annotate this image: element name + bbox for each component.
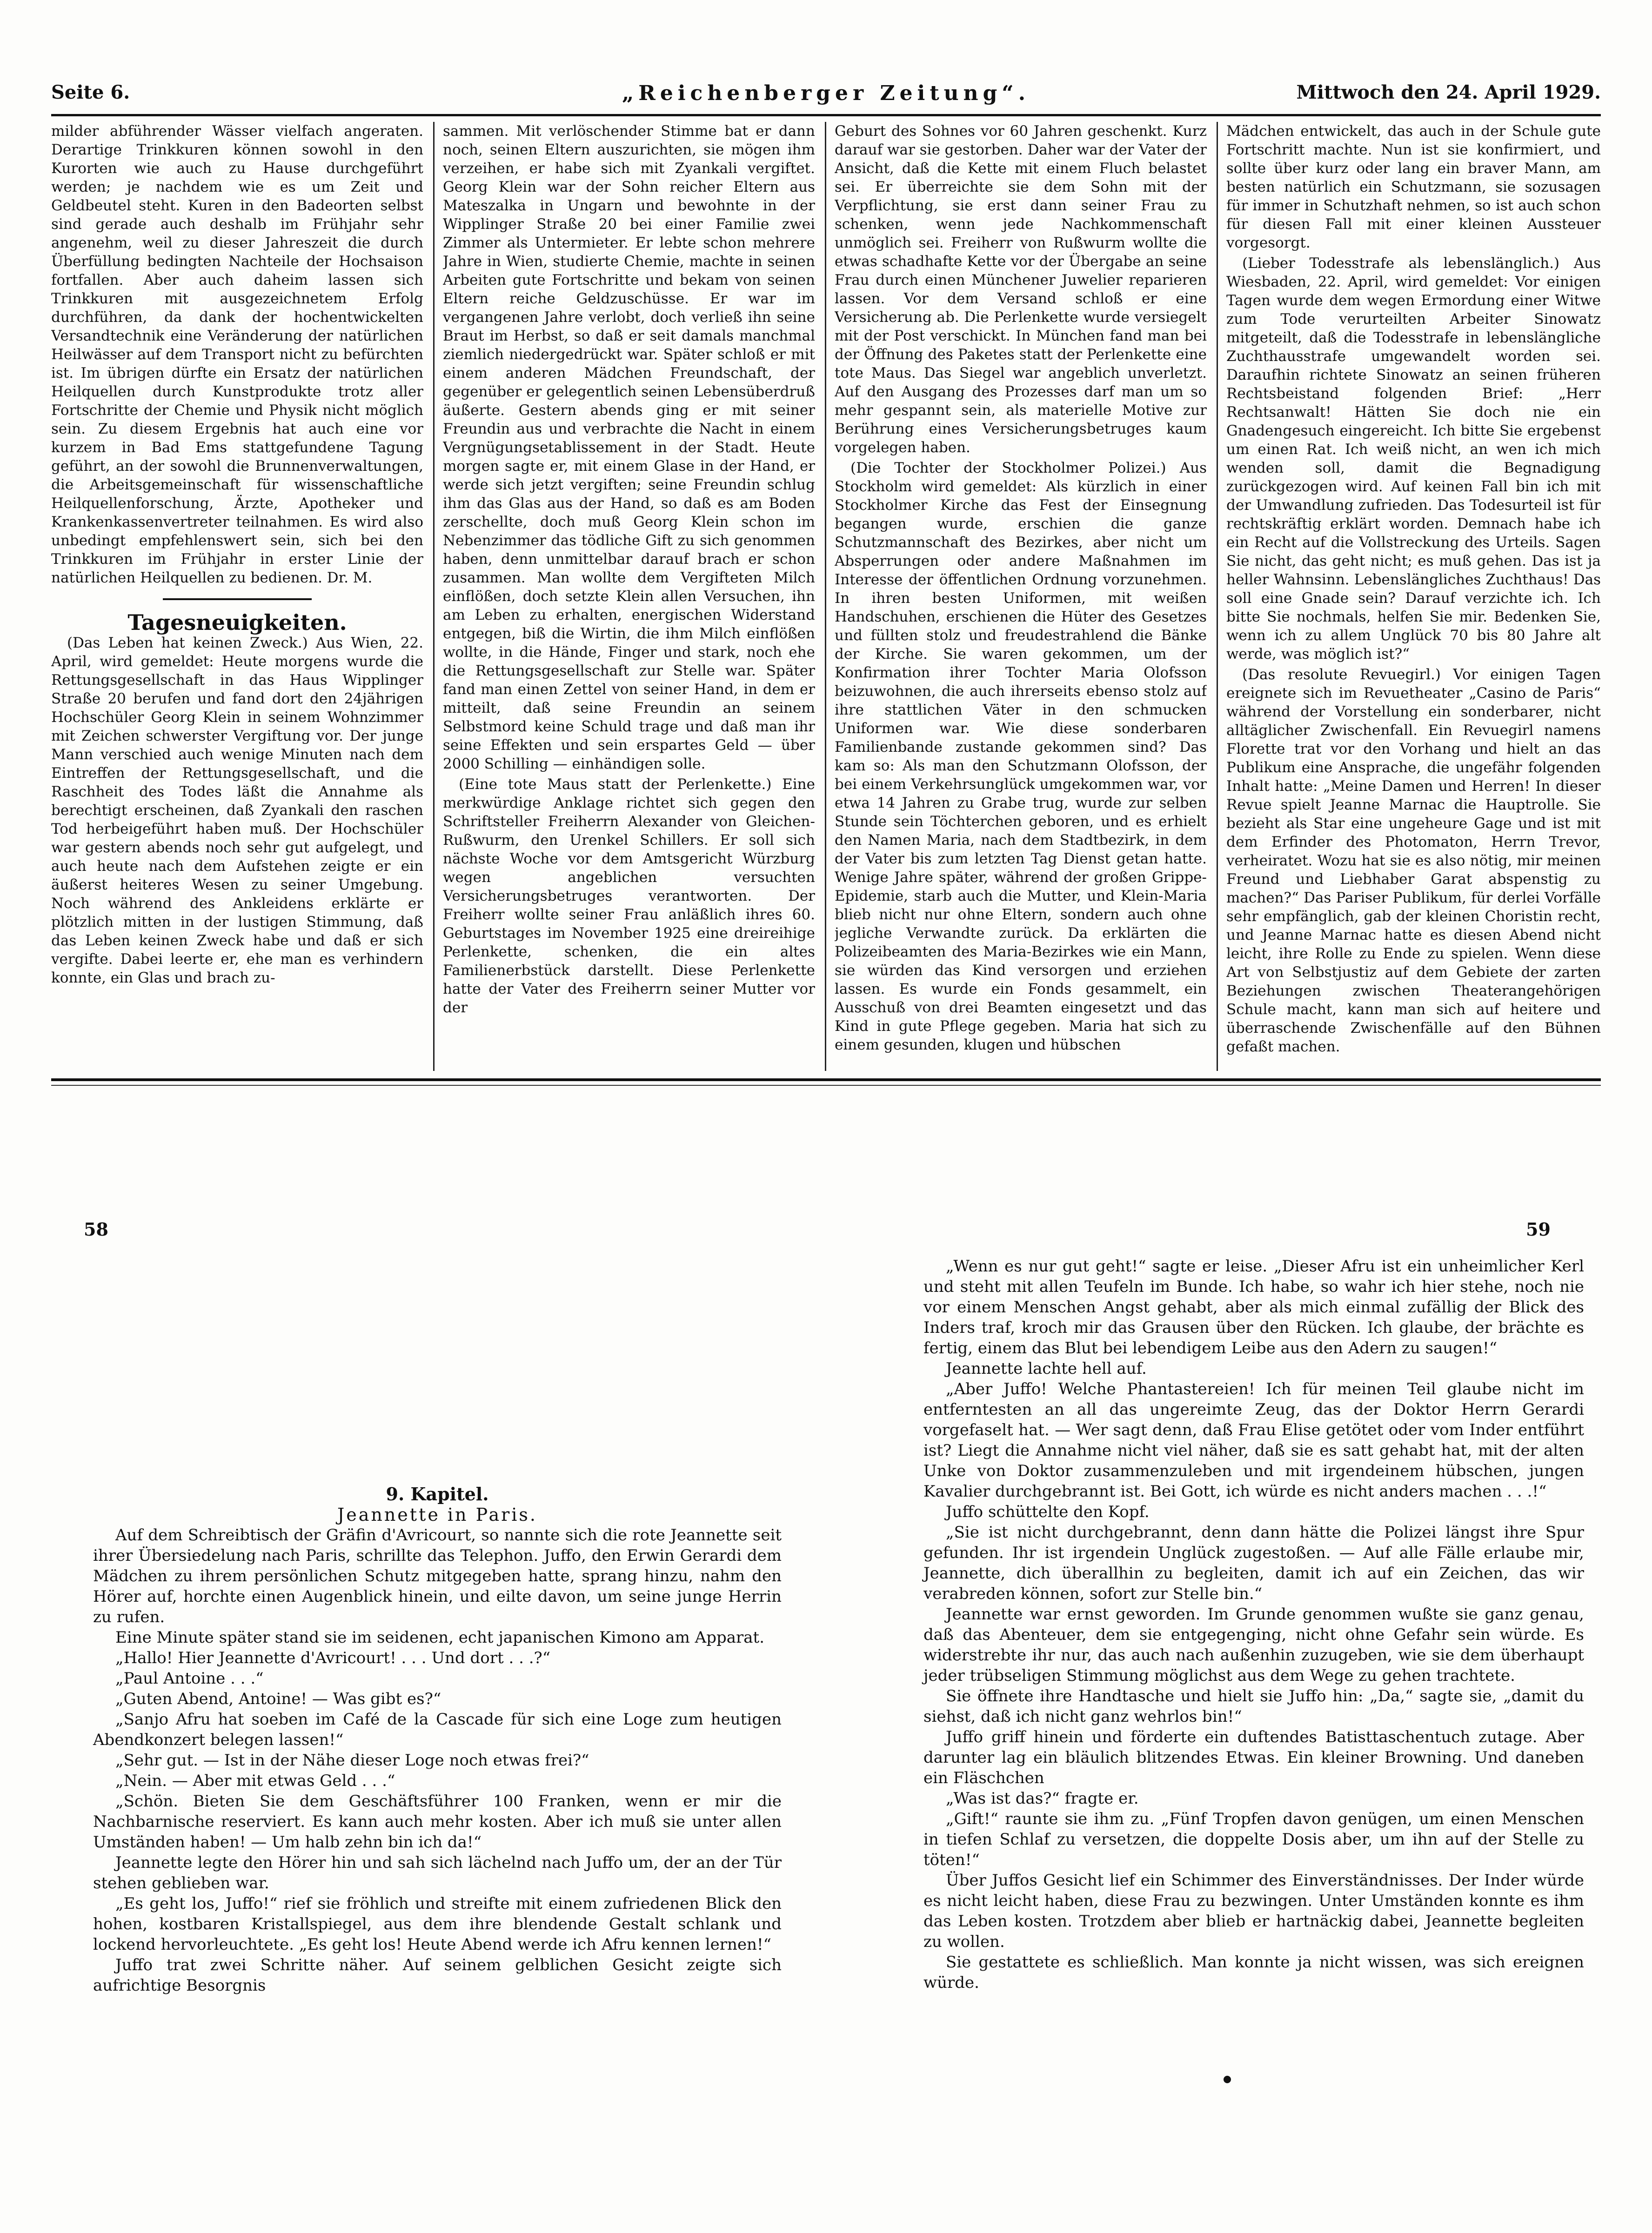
book-paragraph: Juffo trat zwei Schritte näher. Auf seinem gelblichen Gesicht zeigte sich aufrichtige Besorgnis [93,1956,782,1995]
book-paragraph: „Gift!“ raunte sie ihm zu. „Fünf Tropfen davon genügen, um einen Menschen in tiefen Schlaf zu versetzen, die doppelte Dosis aber, um ihn auf der Stelle zu töten!“ [923,1810,1584,1869]
page-label: Seite 6. [51,81,130,103]
bottom-rule [51,1078,1601,1081]
book-paragraph: „Nein. — Aber mit etwas Geld . . .“ [115,1772,395,1790]
book-page-number-left: 58 [84,1219,108,1240]
book-paragraph: „Aber Juffo! Welche Phantastereien! Ich für meinen Teil glaube nicht im entferntesten an all das ungereimte Zeug, das der Doktor Herrn Gerardi vorgefaselt hat. — Wer sagt denn, daß Frau Elise getötet oder vom Inder entführt ist? Liegt die Annahme nicht viel näher, daß sie es satt gehabt hat, mit der alten Unke von Doktor zusammenzuleben und mit irgendeinem hübschen, jungen Kavalier durchgebrannt ist. Bei Gott, ich würde es nicht anders machen . . .!“ [923,1380,1584,1501]
book-paragraph: Sie öffnete ihre Handtasche und hielt sie Juffo hin: „Da,“ sagte sie, „damit du siehst, daß ich nicht ganz wehrlos bin!“ [923,1687,1584,1726]
newspaper-title: „Reichenberger Zeitung“. [622,81,1030,105]
column-divider [433,122,435,1071]
book-paragraph: „Hallo! Hier Jeannette d'Avricourt! . . . Und dort . . .?“ [115,1649,551,1667]
chapter-number: 9. Kapitel. [386,1484,489,1504]
section-separator [163,598,312,600]
column-3 [835,122,1207,1071]
book-paragraph: „Was ist das?“ fragte er. [946,1789,1139,1808]
book-paragraph: Juffo schüttelte den Kopf. [946,1503,1150,1521]
book-paragraph: „Paul Antoine . . .“ [115,1669,264,1688]
book-paragraph: Jeannette lachte hell auf. [946,1359,1147,1378]
col1-paragraph: milder abführender Wässer vielfach angeraten. Derartige Trinkkuren können sowohl in den Kurorten wie auch zu Hause durchgeführt werden; je nachdem wie es um Zeit und Geldbeutel steht. Kuren in den Badeorten selbst sind gerade auch deshalb im Frühjahr sehr angenehm, weil zu dieser Jahreszeit die durch Überfüllung bedingten Nachteile der Hochsaison fortfallen. Aber auch daheim lassen sich Trinkkuren mit ausgezeichnetem Erfolg durchführen, da dank der hochentwickelten Versandtechnik eine Veränderung der natürlichen Heilwässer auf dem Transport nicht zu befürchten ist. Im übrigen dürfte ein Ersatz der natürlichen Heilquellen durch Kunstprodukte trotz aller Fortschritte der Chemie und Physik nicht möglich sein. Zu diesem Ergebnis hat auch eine vor kurzem in Bad Ems stattgefundene Tagung geführt, an der sowohl die Brunnenverwaltungen, die Arbeitsgemeinschaft für wissenschaftliche Heilquellenforschung, Ärzte, Apotheker und Krankenkassenvertreter teilnahmen. Es wird also unbedingt empfehlenswert sein, sich bei den Trinkkuren im Frühjahr in erster Linie der natürlichen Heilquellen zu bedienen. Dr. M. [51,123,423,586]
col2-paragraph: sammen. Mit verlöschender Stimme bat er dann noch, seinen Eltern auszurichten, sie mögen ihm verzeihen, er habe sich mit Zyankali vergiftet. Georg Klein war der Sohn reicher Eltern aus Mateszalka in Ungarn und bewohnte in der Wipplinger Straße 20 bei einer Familie zwei Zimmer als Untermieter. Er lebte schon mehrere Jahre in Wien, studierte Chemie, machte in seinen Arbeiten gute Fortschritte und bekam von seinen Eltern reiche Geldzuschüsse. Er war im vergangenen Jahre verlobt, doch verließ ihn seine Braut im Herbst, so daß er seit damals manchmal ziemlich niedergedrückt war. Später schloß er mit einem anderen Mädchen Freundschaft, der gegenüber er gelegentlich seinen Lebensüberdruß äußerte. Gestern abends ging er mit seiner Freundin aus und verbrachte die Nacht in einem Vergnügungsetablissement in der Stadt. Heute morgen sagte er, mit einem Glase in der Hand, er werde sich jetzt vergiften; seine Freundin schlug ihm das Glas aus der Hand, so daß es am Boden zerschellte, doch muß Georg Klein schon im Nebenzimmer das tödliche Gift zu sich genommen haben, denn unmittelbar darauf brach er schon zusammen. Man wollte dem Vergifteten Milch einflößen, doch setzte Klein allen Versuchen, ihn am Leben zu erhalten, energischen Widerstand entgegen, biß die Wirtin, die ihm Milch einflößen wollte, in die Hände, Finger und stark, noch ehe die Rettungsgesellschaft zur Stelle war. Später fand man einen Zettel von seiner Hand, in dem er mitteilt, daß seine Freundin an seinem Selbstmord keine Schuld trage und daß man ihr seine Effekten und sein erspartes Geld — über 2000 Schilling — einhändigen solle. [443,123,815,772]
end-mark-dot [1224,2076,1231,2083]
book-paragraph: Sie gestattete es schließlich. Man konnte ja nicht wissen, was sich ereignen würde. [923,1953,1584,1992]
col4-article: (Das resolute Revuegirl.) Vor einigen Tagen ereignete sich im Revuetheater „Casino de Paris“ während der Vorstellung ein sonderbarer, nicht alltäglicher Zwischenfall. Ein Revuegirl namens Florette trat vor den Vorhang und hielt an das Publikum eine Ansprache, die ungefähr folgenden Inhalt hatte: „Meine Damen und Herren! In dieser Revue spielt Jeanne Marnac die Hauptrolle. Sie bezieht als Star eine ungeheure Gage und ist mit dem Erfinder des Photomaton, Herrn Trevor, verheiratet. Wozu hat sie es also nötig, mir meinen Freund und Liebhaber Garat abspenstig zu machen?“ Das Pariser Publikum, für derlei Vorfälle sehr empfänglich, gab der kleinen Choristin recht, und Jeanne Marnac hatte es diesen Abend nicht leicht, ihre Rolle zu Ende zu spielen. Wenn diese Art von Selbstjustiz auf dem Gebiete der zarten Beziehungen zwischen Theaterangehörigen Schule macht, kann man sich auf heitere und überraschende Zwischenfälle auf den Bühnen gefaßt machen. [1226,666,1601,1055]
col4-paragraph: Mädchen entwickelt, das auch in der Schule gute Fortschritt machte. Nun ist sie konfirmiert, und sollte über kurz oder lang ein braver Mann, am besten natürlich ein Schutzmann, sie sozusagen für immer in Schutzhaft nehmen, so ist auch schon für diesen Fall mit einer kleinen Aussteuer vorgesorgt. [1226,123,1601,251]
book-paragraph: „Sie ist nicht durchgebrannt, denn dann hätte die Polizei längst ihre Spur gefunden. Ihr ist irgendein Unglück zugestoßen. — Auf alle Fälle erlaube mir, Jeannette, dich überallhin zu begleiten, damit ich auf ein Zeichen, das wir verabreden können, sofort zur Stelle bin.“ [923,1523,1584,1603]
book-paragraph: „Guten Abend, Antoine! — Was gibt es?“ [115,1690,441,1708]
book-paragraph: „Es geht los, Juffo!“ rief sie fröhlich und streifte mit einem zufriedenen Blick den hohen, kostbaren Kristallspiegel, aus dem ihre blendende Gestalt schlank und lockend hervorleuchtete. „Es geht los! Heute Abend werde ich Afru kennen lernen!“ [93,1894,782,1954]
book-page-number-right: 59 [1526,1219,1551,1240]
issue-date: Mittwoch den 24. April 1929. [1296,81,1601,103]
column-divider [825,122,826,1071]
section-heading: Tagesneuigkeiten. [127,610,347,635]
masthead-rule [51,114,1601,116]
col3-article: (Die Tochter der Stockholmer Polizei.) Aus Stockholm wird gemeldet: Als kürzlich in einer Stockholmer Kirche das Fest der Einsegnung begangen wurde, erschien die ganze Schutzmannschaft des Bezirkes, aber nicht um Absperrungen oder andere Maßnahmen im Interesse der öffentlichen Ordnung vorzunehmen. In ihren besten Uniformen, mit weißen Handschuhen, erschienen die Hüter des Gesetzes und füllten stolz und freudestrahlend die Bänke der Kirche. Sie waren gekommen, um der Konfirmation ihrer Tochter Maria Olofsson beizuwohnen, die auch ihrerseits ebenso stolz auf ihre stattlichen Väter in den schmucken Uniformen war. Wie diese sonderbaren Familienbande zustande gekommen sind? Das kam so: Als man den Schutzmann Olofsson, der bei einem Verkehrsunglück umgekommen war, vor etwa 14 Jahren zu Grabe trug, wurde zur selben Stunde sein Töchterchen geboren, und es erhielt den Namen Maria, nach dem Stadtbezirk, in dem der Vater bis zum letzten Tag Dienst getan hatte. Wenige Jahre später, während der großen Grippe-Epidemie, starb auch die Mutter, und Klein-Maria blieb nicht nur ohne Eltern, sondern auch ohne jegliche Verwandte zurück. Da erklärten die Polizeibeamten des Maria-Bezirkes wie ein Mann, sie würden das Kind versorgen und erziehen lassen. Es wurde ein Fonds gesammelt, ein Ausschuß von drei Beamten eingesetzt und das Kind in gute Pflege gegeben. Maria hat sich zu einem gesunden, klugen und hübschen [835,460,1207,1053]
book-paragraph: Über Juffos Gesicht lief ein Schimmer des Einverständnisses. Der Inder würde es nicht leicht haben, diese Frau zu bezwingen. Unter Umständen konnte es ihm das Leben kosten. Trotzdem aber blieb er hartnäckig dabei, Jeannette begleiten zu wollen. [923,1871,1584,1951]
book-page-left [93,1484,782,1996]
book-paragraph: Jeannette legte den Hörer hin und sah sich lächelnd nach Juffo um, der an der Tür stehen geblieben war. [93,1853,782,1892]
newspaper-masthead [51,81,1601,114]
chapter-title: Jeannette in Paris. [337,1504,538,1525]
column-4 [1226,122,1601,1071]
book-paragraph: Eine Minute später stand sie im seidenen, echt japanischen Kimono am Apparat. [115,1628,764,1647]
book-paragraph: „Wenn es nur gut geht!“ sagte er leise. „Dieser Afru ist ein unheimlicher Kerl und steht mit allen Teufeln im Bunde. Ich habe, so wahr ich hier stehe, noch nie vor einem Menschen Angst gehabt, aber als mich einmal zufällig der Blick des Inders traf, kroch mir das Grausen über den Rücken. Ich glaube, der brächte es fertig, einem das Blut bei lebendigem Leibe aus den Adern zu saugen!“ [923,1257,1584,1357]
book-paragraph: „Sanjo Afru hat soeben im Café de la Cascade für sich eine Loge zum heutigen Abendkonzert belegen lassen!“ [93,1710,782,1749]
col2-article: (Eine tote Maus statt der Perlenkette.) Eine merkwürdige Anklage richtet sich gegen den Schriftsteller Freiherrn Alexander von Gleichen-Rußwurm, den Urenkel Schillers. Er soll sich nächste Woche vor dem Amtsgericht Würzburg wegen angeblichen versuchten Versicherungsbetruges verantworten. Der Freiherr wollte seiner Frau anläßlich ihres 60. Geburtstages im November 1925 eine dreireihige Perlenkette, schenken, die ein altes Familienerbstück darstellt. Diese Perlenkette hatte der Vater des Freiherrn seiner Mutter vor der [443,776,815,1016]
book-paragraph: „Schön. Bieten Sie dem Geschäftsführer 100 Franken, wenn er mir die Nachbarnische reserviert. Es kann auch mehr kosten. Aber ich muß sie unter allen Umständen haben! — Um halb zehn bin ich da!“ [93,1792,782,1852]
column-1 [51,122,423,1071]
book-paragraph: Jeannette war ernst geworden. Im Grunde genommen wußte sie ganz genau, daß das Abenteuer, dem sie entgegenging, nicht ohne Gefahr sein würde. Es widerstrebte ihr nur, das auch nach außenhin zuzugeben, wie sie dem überhaupt jeder trübseligen Stimmung möglichst aus dem Wege zu gehen trachtete. [923,1605,1584,1685]
column-divider [1217,122,1218,1071]
column-2 [443,122,815,1071]
col1-article: (Das Leben hat keinen Zweck.) Aus Wien, 22. April, wird gemeldet: Heute morgens wurde die Rettungsgesellschaft in das Haus Wipplinger Straße 20 berufen und fand dort den 24jährigen Hochschüler Georg Klein in seinem Wohnzimmer mit Zeichen schwerster Vergiftung vor. Der junge Mann verschied auch wenige Minuten nach dem Eintreffen der Rettungsgesellschaft, und die Raschheit des Todes läßt die Annahme als berechtigt erscheinen, daß Zyankali den raschen Tod herbeigeführt haben muß. Der Hochschüler war gestern abends noch sehr gut aufgelegt, und auch heute nach dem Aufstehen zeigte er ein äußerst heiteres Wesen zu seiner Umgebung. Noch während des Ankleidens erklärte er plötzlich mitten in der lustigen Stimmung, daß das Leben keinen Zweck habe und daß er sich vergifte. Dabei leerte er, ehe man es verhindern konnte, ein Glas und brach zu- [51,635,423,986]
col4-article: (Lieber Todesstrafe als lebenslänglich.) Aus Wiesbaden, 22. April, wird gemeldet: Vor einigen Tagen wurde dem wegen Ermordung einer Witwe zum Tode verurteilten Arbeiter Sinowatz mitgeteilt, daß die Todesstrafe in lebenslängliche Zuchthausstrafe umgewandelt worden sei. Daraufhin richtete Sinowatz an seinen früheren Rechtsbeistand folgenden Brief: „Herr Rechtsanwalt! Hätten Sie doch nie ein Gnadengesuch eingereicht. Ich bitte Sie ergebenst um einen Rat. Ich weiß nicht, an wen ich mich wenden soll, damit die Begnadigung zurückgezogen wird. Auf keinen Fall bin ich mit der Umwandlung zufrieden. Das Todesurteil ist für rechtskräftig erklärt worden. Demnach habe ich ein Recht auf die Vollstreckung des Urteils. Sagen Sie nicht, das geht nicht; es muß gehen. Das ist ja heller Wahnsinn. Lebenslängliches Zuchthaus! Das soll eine Gnade sein? Darauf verzichte ich. Ich bitte Sie nochmals, helfen Sie mir. Bedenken Sie, wenn ich zu allem Unglück 70 bis 80 Jahre alt werde, was möglich ist?“ [1226,255,1601,662]
book-page-right [923,1256,1584,1993]
book-paragraph: „Sehr gut. — Ist in der Nähe dieser Loge noch etwas frei?“ [115,1751,589,1770]
col3-paragraph: Geburt des Sohnes vor 60 Jahren geschenkt. Kurz darauf war sie gestorben. Daher war der Vater der Ansicht, daß die Kette mit einem Fluch belastet sei. Er überreichte sie dem Sohn mit der Verpflichtung, sie erst dann seiner Frau zu schenken, wenn jede Nachkommenschaft unmöglich sei. Freiherr von Rußwurm wollte die etwas schadhafte Kette vor der Übergabe an seine Frau durch einen Münchener Juwelier reparieren lassen. Vor dem Versand schloß er eine Versicherung ab. Die Perlenkette wurde versiegelt mit der Post verschickt. In München fand man bei der Öffnung des Paketes statt der Perlenkette eine tote Maus. Das Siegel war angeblich unverletzt. Auf den Ausgang des Prozesses darf man um so mehr gespannt sein, als materielle Motive zur Berührung eines Versicherungsbetruges kaum vorgelegen haben. [835,123,1207,456]
book-paragraph: Auf dem Schreibtisch der Gräfin d'Avricourt, so nannte sich die rote Jeannette seit ihrer Übersiedelung nach Paris, schrillte das Telephon. Juffo, den Erwin Gerardi dem Mädchen zu ihrem persönlichen Schutz mitgegeben hatte, sprang hinzu, nahm den Hörer auf, horchte einen Augenblick hinein, und eilte davon, um seine junge Herrin zu rufen. [93,1526,782,1626]
bottom-rule-thin [51,1085,1601,1086]
book-paragraph: Juffo griff hinein und förderte ein duftendes Batisttaschentuch zutage. Aber darunter lag ein bläulich blitzendes Etwas. Ein kleiner Browning. Und daneben ein Fläschchen [923,1728,1584,1787]
